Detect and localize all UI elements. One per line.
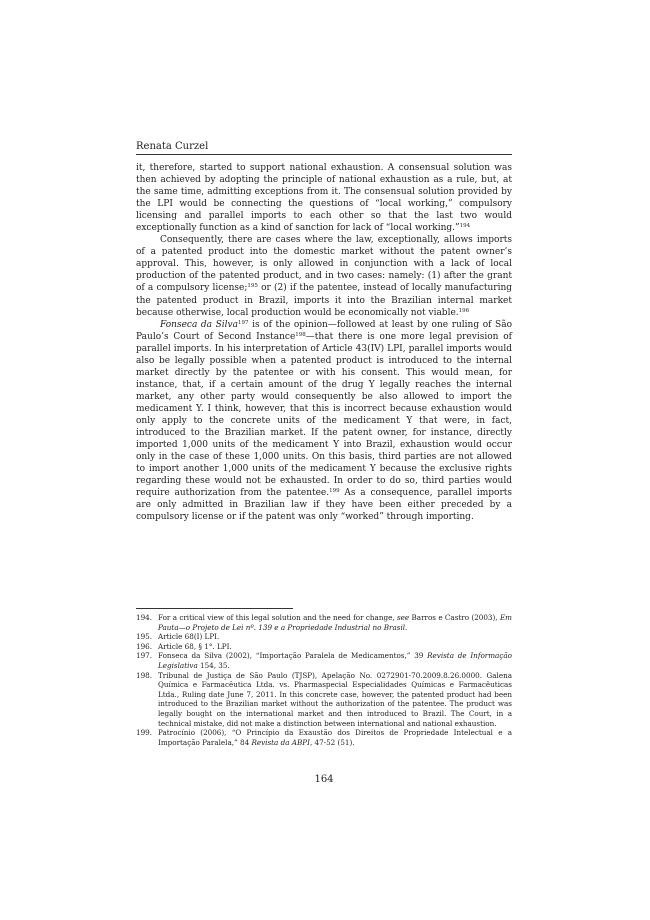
paragraph-2	[136, 234, 512, 318]
paragraph-1-text: it, therefore, started to support national exhaustion. A consensual solution was then achieved by adopting the principle of national exhaustion as a rule, but, at the same time, admitting exceptions from it. The consensual solution provided by the LPI would be connecting the questions of “local working,” compulsory licensing and parallel imports to each other so that the last two would exceptionally function as a kind of sanction for lack of “local working.”	[136, 163, 512, 234]
footnote-text-part: For a critical view of this legal solution and the need for change,	[158, 613, 397, 622]
footnote-ref-197[interactable]: 197	[238, 319, 249, 326]
footnote-text-part: Fonseca da Silva (2002), “Importação Paralela de Medicamentos,” 39	[158, 651, 428, 661]
footnotes	[136, 613, 512, 747]
footnote-number: 198.	[136, 670, 153, 680]
paragraph-1	[136, 162, 512, 234]
footnote-number: 195.	[136, 632, 153, 642]
footnote-text	[158, 613, 512, 632]
footnote-text: Article 68(I) LPI.	[158, 632, 220, 642]
paragraph-3-text-b: —that there is one more legal prevision of parallel imports. In his interpretation of Article 43(IV) LPI, parallel imports would also be legally possible when a patented product is introduced to the internal market directly by the patentee or with his consent. This would mean, for instance, that, if a certain amount of the drug Y legally reaches the internal market, any other party would consequently be also allowed to import the medicament Y. I think, however, that this is incorrect because exhaustion would only apply to the concrete units of the medicament Y that were, in fact, introduced to the Brazilian market. If the patent owner, for instance, directly imported 1,000 units of the medicament Y into Brazil, exhaustion would occur only in the case of these 1,000 units. On this basis, third parties are not allowed to import another 1,000 units of the medicament Y because the exclusive rights regarding these would not be exhausted. In order to do so, third parties would require authorization from the patentee.	[136, 331, 512, 499]
main-text	[136, 162, 512, 523]
footnote-ref-198[interactable]: 198	[295, 331, 306, 338]
footnote-ref-199[interactable]: 199	[329, 488, 340, 495]
footnote-194	[136, 613, 512, 632]
footnote-198	[136, 671, 512, 729]
footnote-number: 196.	[136, 641, 153, 651]
footnote-signal: see	[396, 613, 410, 622]
footnote-text: Article 68, § 1°. LPI.	[158, 641, 232, 651]
footnote-197	[136, 651, 512, 670]
footnote-ref-194[interactable]: 194	[459, 223, 471, 230]
footnote-title: Em Pauta—o Projeto de Lei nº. 139 e a Propriedade Industrial no Brasil	[158, 613, 512, 632]
paragraph-2-text-a: Consequently, there are cases where the law, exceptionally, allows imports of a patented product into the domestic market without the patent owner’s approval. This, however, is only allowed in conjunction with a lack of local production of the patented product, and in two cases: namely: (1) after the grant of a compulsory license;	[136, 235, 512, 294]
footnote-text	[158, 651, 512, 670]
footnote-number: 194.	[136, 613, 153, 622]
footnote-ref-195[interactable]: 195	[247, 283, 258, 290]
footnote-text: Tribunal de Justiça de São Paulo (TJSP), Apelação No. 0272901-70.2009.8.26.0000. Galena Química e Farmacêutica Ltda. vs. Pharmaspecial Especialidades Químicas e Farmacêuticas Ltda., Ruling date June 7, 2011. In this concrete case, however, the patented product had been introduced to the Brazilian market without the authorization of the patentee. The product was legally bought on the international market and then introduced to Brazil. The Court, in a technical mistake, did not make a distinction between international and national exhaustion.	[158, 670, 512, 728]
footnote-text	[158, 728, 512, 747]
footnote-number: 199.	[136, 728, 153, 738]
page-number: 164	[314, 774, 334, 785]
footnote-text-part: Barros e Castro (2003),	[409, 613, 500, 622]
footnote-text-part: Patrocínio (2006), “O Princípio da Exaustão dos Direitos de Propriedade Intelectual e a Importação Paralela,” 84	[158, 728, 512, 747]
footnote-199	[136, 728, 512, 747]
header-rule	[136, 154, 512, 155]
footnote-number: 197.	[136, 651, 153, 661]
footnote-196	[136, 642, 512, 652]
footnote-text-part: .	[405, 622, 408, 632]
footnote-ref-196[interactable]: 196	[458, 307, 470, 314]
paragraph-3-text-c: As a consequence, parallel imports are only admitted in Brazilian law if they have been either preceded by a compulsory license or if the patent was only “worked” through importing.	[136, 488, 512, 523]
footnote-rule	[136, 608, 293, 609]
footnote-text-part: 154, 35.	[197, 660, 230, 670]
footnote-text-part: , 47-52 (51).	[309, 737, 355, 747]
footnote-title: Revista da ABPI	[251, 737, 310, 747]
footnote-title: Revista de Informação Legislativa	[158, 651, 512, 670]
author-name: Fonseca da Silva	[160, 319, 239, 330]
paragraph-3-text-a: is of the opinion—followed at least by one ruling of São Paulo’s Court of Second Instance	[136, 319, 512, 342]
paragraph-2-text-b: or (2) if the patentee, instead of locally manufacturing the patented product in Brazil, imports it into the Brazilian internal market because otherwise, local production would be economically not viable.	[136, 283, 513, 318]
running-head: Renata Curzel	[136, 141, 209, 152]
paragraph-3	[136, 319, 512, 524]
footnote-195	[136, 632, 512, 642]
